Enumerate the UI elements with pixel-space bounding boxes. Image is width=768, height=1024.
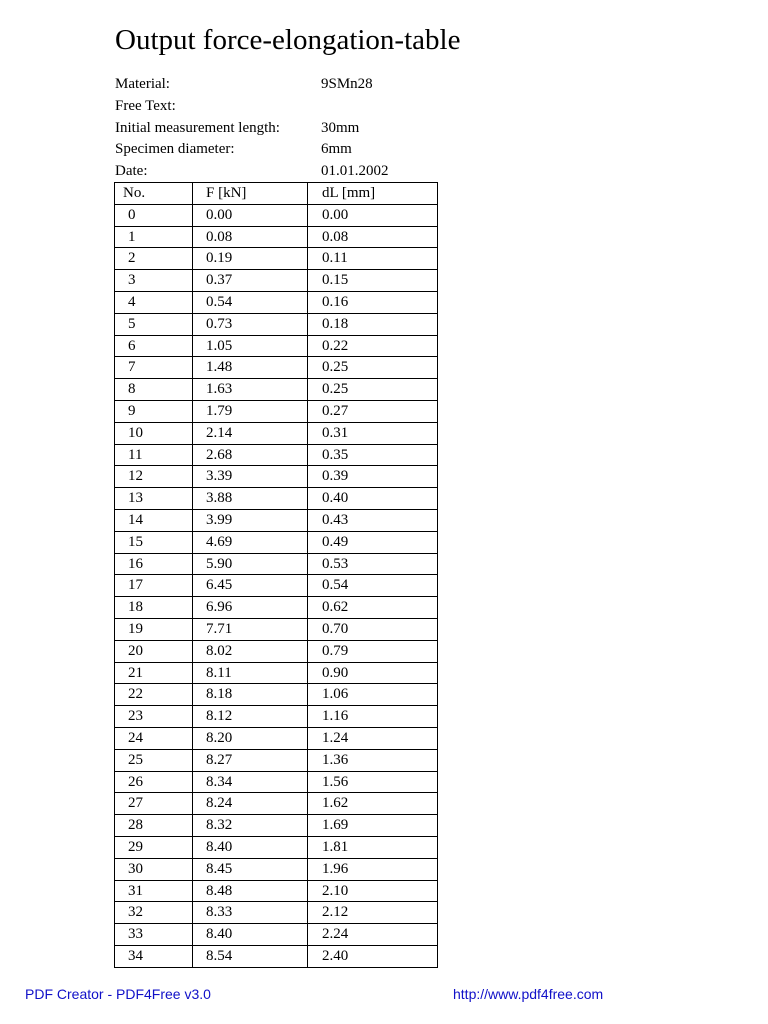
cell-elongation: 0.08 (308, 226, 438, 248)
cell-elongation: 1.24 (308, 727, 438, 749)
cell-elongation: 0.62 (308, 597, 438, 619)
force-elongation-table (114, 182, 438, 968)
cell-force: 8.12 (193, 706, 308, 728)
cell-force: 2.14 (193, 422, 308, 444)
cell-no: 20 (115, 640, 193, 662)
cell-force: 8.24 (193, 793, 308, 815)
table-row (115, 858, 438, 880)
cell-force: 3.39 (193, 466, 308, 488)
cell-force: 8.27 (193, 749, 308, 771)
cell-no: 26 (115, 771, 193, 793)
table-row (115, 924, 438, 946)
table-row (115, 248, 438, 270)
info-row (115, 161, 445, 183)
table-row (115, 749, 438, 771)
header-force: F [kN] (193, 183, 308, 205)
cell-no: 30 (115, 858, 193, 880)
pdf-creator-link[interactable]: PDF Creator - PDF4Free v3.0 (25, 986, 211, 1002)
cell-force: 0.00 (193, 204, 308, 226)
cell-force: 8.20 (193, 727, 308, 749)
table-row (115, 204, 438, 226)
cell-elongation: 0.11 (308, 248, 438, 270)
table-row (115, 793, 438, 815)
cell-no: 16 (115, 553, 193, 575)
cell-elongation: 2.12 (308, 902, 438, 924)
cell-no: 29 (115, 836, 193, 858)
cell-no: 0 (115, 204, 193, 226)
cell-elongation: 0.15 (308, 270, 438, 292)
table-row (115, 815, 438, 837)
cell-elongation: 1.36 (308, 749, 438, 771)
cell-no: 33 (115, 924, 193, 946)
cell-elongation: 1.56 (308, 771, 438, 793)
cell-elongation: 0.25 (308, 379, 438, 401)
cell-elongation: 0.31 (308, 422, 438, 444)
cell-elongation: 0.00 (308, 204, 438, 226)
cell-force: 8.33 (193, 902, 308, 924)
cell-elongation: 0.43 (308, 509, 438, 531)
table-row (115, 640, 438, 662)
cell-no: 15 (115, 531, 193, 553)
table-header-row (115, 183, 438, 205)
cell-no: 1 (115, 226, 193, 248)
cell-elongation: 0.25 (308, 357, 438, 379)
cell-force: 1.05 (193, 335, 308, 357)
info-label: Material: (115, 76, 170, 92)
cell-no: 24 (115, 727, 193, 749)
table-row (115, 945, 438, 967)
table-row (115, 270, 438, 292)
cell-force: 3.99 (193, 509, 308, 531)
table-row (115, 400, 438, 422)
cell-force: 8.32 (193, 815, 308, 837)
table-row (115, 597, 438, 619)
cell-force: 0.37 (193, 270, 308, 292)
table-row (115, 379, 438, 401)
cell-force: 0.54 (193, 291, 308, 313)
cell-force: 0.73 (193, 313, 308, 335)
cell-no: 4 (115, 291, 193, 313)
table-row (115, 335, 438, 357)
cell-no: 8 (115, 379, 193, 401)
cell-elongation: 0.27 (308, 400, 438, 422)
cell-force: 5.90 (193, 553, 308, 575)
table-row (115, 357, 438, 379)
cell-no: 25 (115, 749, 193, 771)
info-label: Free Text: (115, 97, 176, 114)
cell-elongation: 0.16 (308, 291, 438, 313)
cell-elongation: 2.40 (308, 945, 438, 967)
cell-elongation: 1.69 (308, 815, 438, 837)
cell-no: 31 (115, 880, 193, 902)
cell-no: 14 (115, 509, 193, 531)
cell-elongation: 0.35 (308, 444, 438, 466)
cell-force: 8.40 (193, 836, 308, 858)
cell-no: 27 (115, 793, 193, 815)
cell-force: 6.96 (193, 597, 308, 619)
table-row (115, 618, 438, 640)
pdf-footer (0, 983, 768, 1005)
specimen-info (115, 74, 445, 183)
cell-no: 11 (115, 444, 193, 466)
cell-elongation: 0.18 (308, 313, 438, 335)
cell-no: 23 (115, 706, 193, 728)
cell-force: 8.45 (193, 858, 308, 880)
cell-force: 1.63 (193, 379, 308, 401)
table-row (115, 575, 438, 597)
table-row (115, 662, 438, 684)
cell-force: 8.34 (193, 771, 308, 793)
cell-force: 0.19 (193, 248, 308, 270)
cell-elongation: 0.70 (308, 618, 438, 640)
cell-force: 6.45 (193, 575, 308, 597)
cell-force: 8.54 (193, 945, 308, 967)
cell-no: 2 (115, 248, 193, 270)
cell-no: 9 (115, 400, 193, 422)
header-no: No. (115, 183, 193, 205)
table-row (115, 880, 438, 902)
table-row (115, 902, 438, 924)
cell-force: 1.79 (193, 400, 308, 422)
cell-no: 34 (115, 945, 193, 967)
table-row (115, 291, 438, 313)
cell-force: 3.88 (193, 488, 308, 510)
table-row (115, 553, 438, 575)
cell-elongation: 0.53 (308, 553, 438, 575)
cell-elongation: 1.81 (308, 836, 438, 858)
info-label: Date: (115, 163, 148, 180)
cell-no: 19 (115, 618, 193, 640)
cell-no: 5 (115, 313, 193, 335)
table-row (115, 684, 438, 706)
cell-elongation: 0.40 (308, 488, 438, 510)
cell-no: 13 (115, 488, 193, 510)
cell-elongation: 1.62 (308, 793, 438, 815)
table-row (115, 771, 438, 793)
cell-elongation: 0.22 (308, 335, 438, 357)
cell-force: 7.71 (193, 618, 308, 640)
info-value: 9SMn28 (321, 76, 373, 92)
cell-no: 21 (115, 662, 193, 684)
cell-no: 12 (115, 466, 193, 488)
cell-elongation: 0.90 (308, 662, 438, 684)
table-row (115, 509, 438, 531)
header-elongation: dL [mm] (308, 183, 438, 205)
table-row (115, 531, 438, 553)
table-row (115, 727, 438, 749)
cell-force: 0.08 (193, 226, 308, 248)
table-row (115, 226, 438, 248)
table-row (115, 706, 438, 728)
cell-elongation: 0.39 (308, 466, 438, 488)
cell-elongation: 0.49 (308, 531, 438, 553)
cell-no: 18 (115, 597, 193, 619)
cell-elongation: 0.54 (308, 575, 438, 597)
cell-force: 8.48 (193, 880, 308, 902)
info-row (115, 96, 445, 118)
cell-force: 2.68 (193, 444, 308, 466)
info-row (115, 74, 445, 96)
cell-elongation: 1.96 (308, 858, 438, 880)
cell-force: 8.18 (193, 684, 308, 706)
cell-no: 3 (115, 270, 193, 292)
info-label: Specimen diameter: (115, 141, 235, 158)
info-value: 6mm (321, 141, 352, 158)
cell-no: 22 (115, 684, 193, 706)
cell-no: 17 (115, 575, 193, 597)
info-label: Initial measurement length: (115, 119, 280, 136)
cell-force: 8.02 (193, 640, 308, 662)
info-value: 01.01.2002 (321, 163, 389, 180)
cell-elongation: 2.24 (308, 924, 438, 946)
cell-no: 28 (115, 815, 193, 837)
cell-no: 7 (115, 357, 193, 379)
cell-force: 8.11 (193, 662, 308, 684)
info-value: 30mm (321, 119, 360, 136)
cell-no: 10 (115, 422, 193, 444)
table-row (115, 466, 438, 488)
table-row (115, 313, 438, 335)
table-row (115, 836, 438, 858)
table-row (115, 422, 438, 444)
cell-force: 1.48 (193, 357, 308, 379)
cell-elongation: 1.06 (308, 684, 438, 706)
cell-elongation: 1.16 (308, 706, 438, 728)
cell-no: 6 (115, 335, 193, 357)
cell-force: 4.69 (193, 531, 308, 553)
info-row (115, 118, 445, 140)
page-title: Output force-elongation-table (115, 24, 461, 56)
cell-elongation: 0.79 (308, 640, 438, 662)
table-row (115, 488, 438, 510)
info-row (115, 139, 445, 161)
cell-force: 8.40 (193, 924, 308, 946)
cell-no: 32 (115, 902, 193, 924)
cell-elongation: 2.10 (308, 880, 438, 902)
table-row (115, 444, 438, 466)
pdf4free-url-link[interactable]: http://www.pdf4free.com (453, 986, 604, 1002)
